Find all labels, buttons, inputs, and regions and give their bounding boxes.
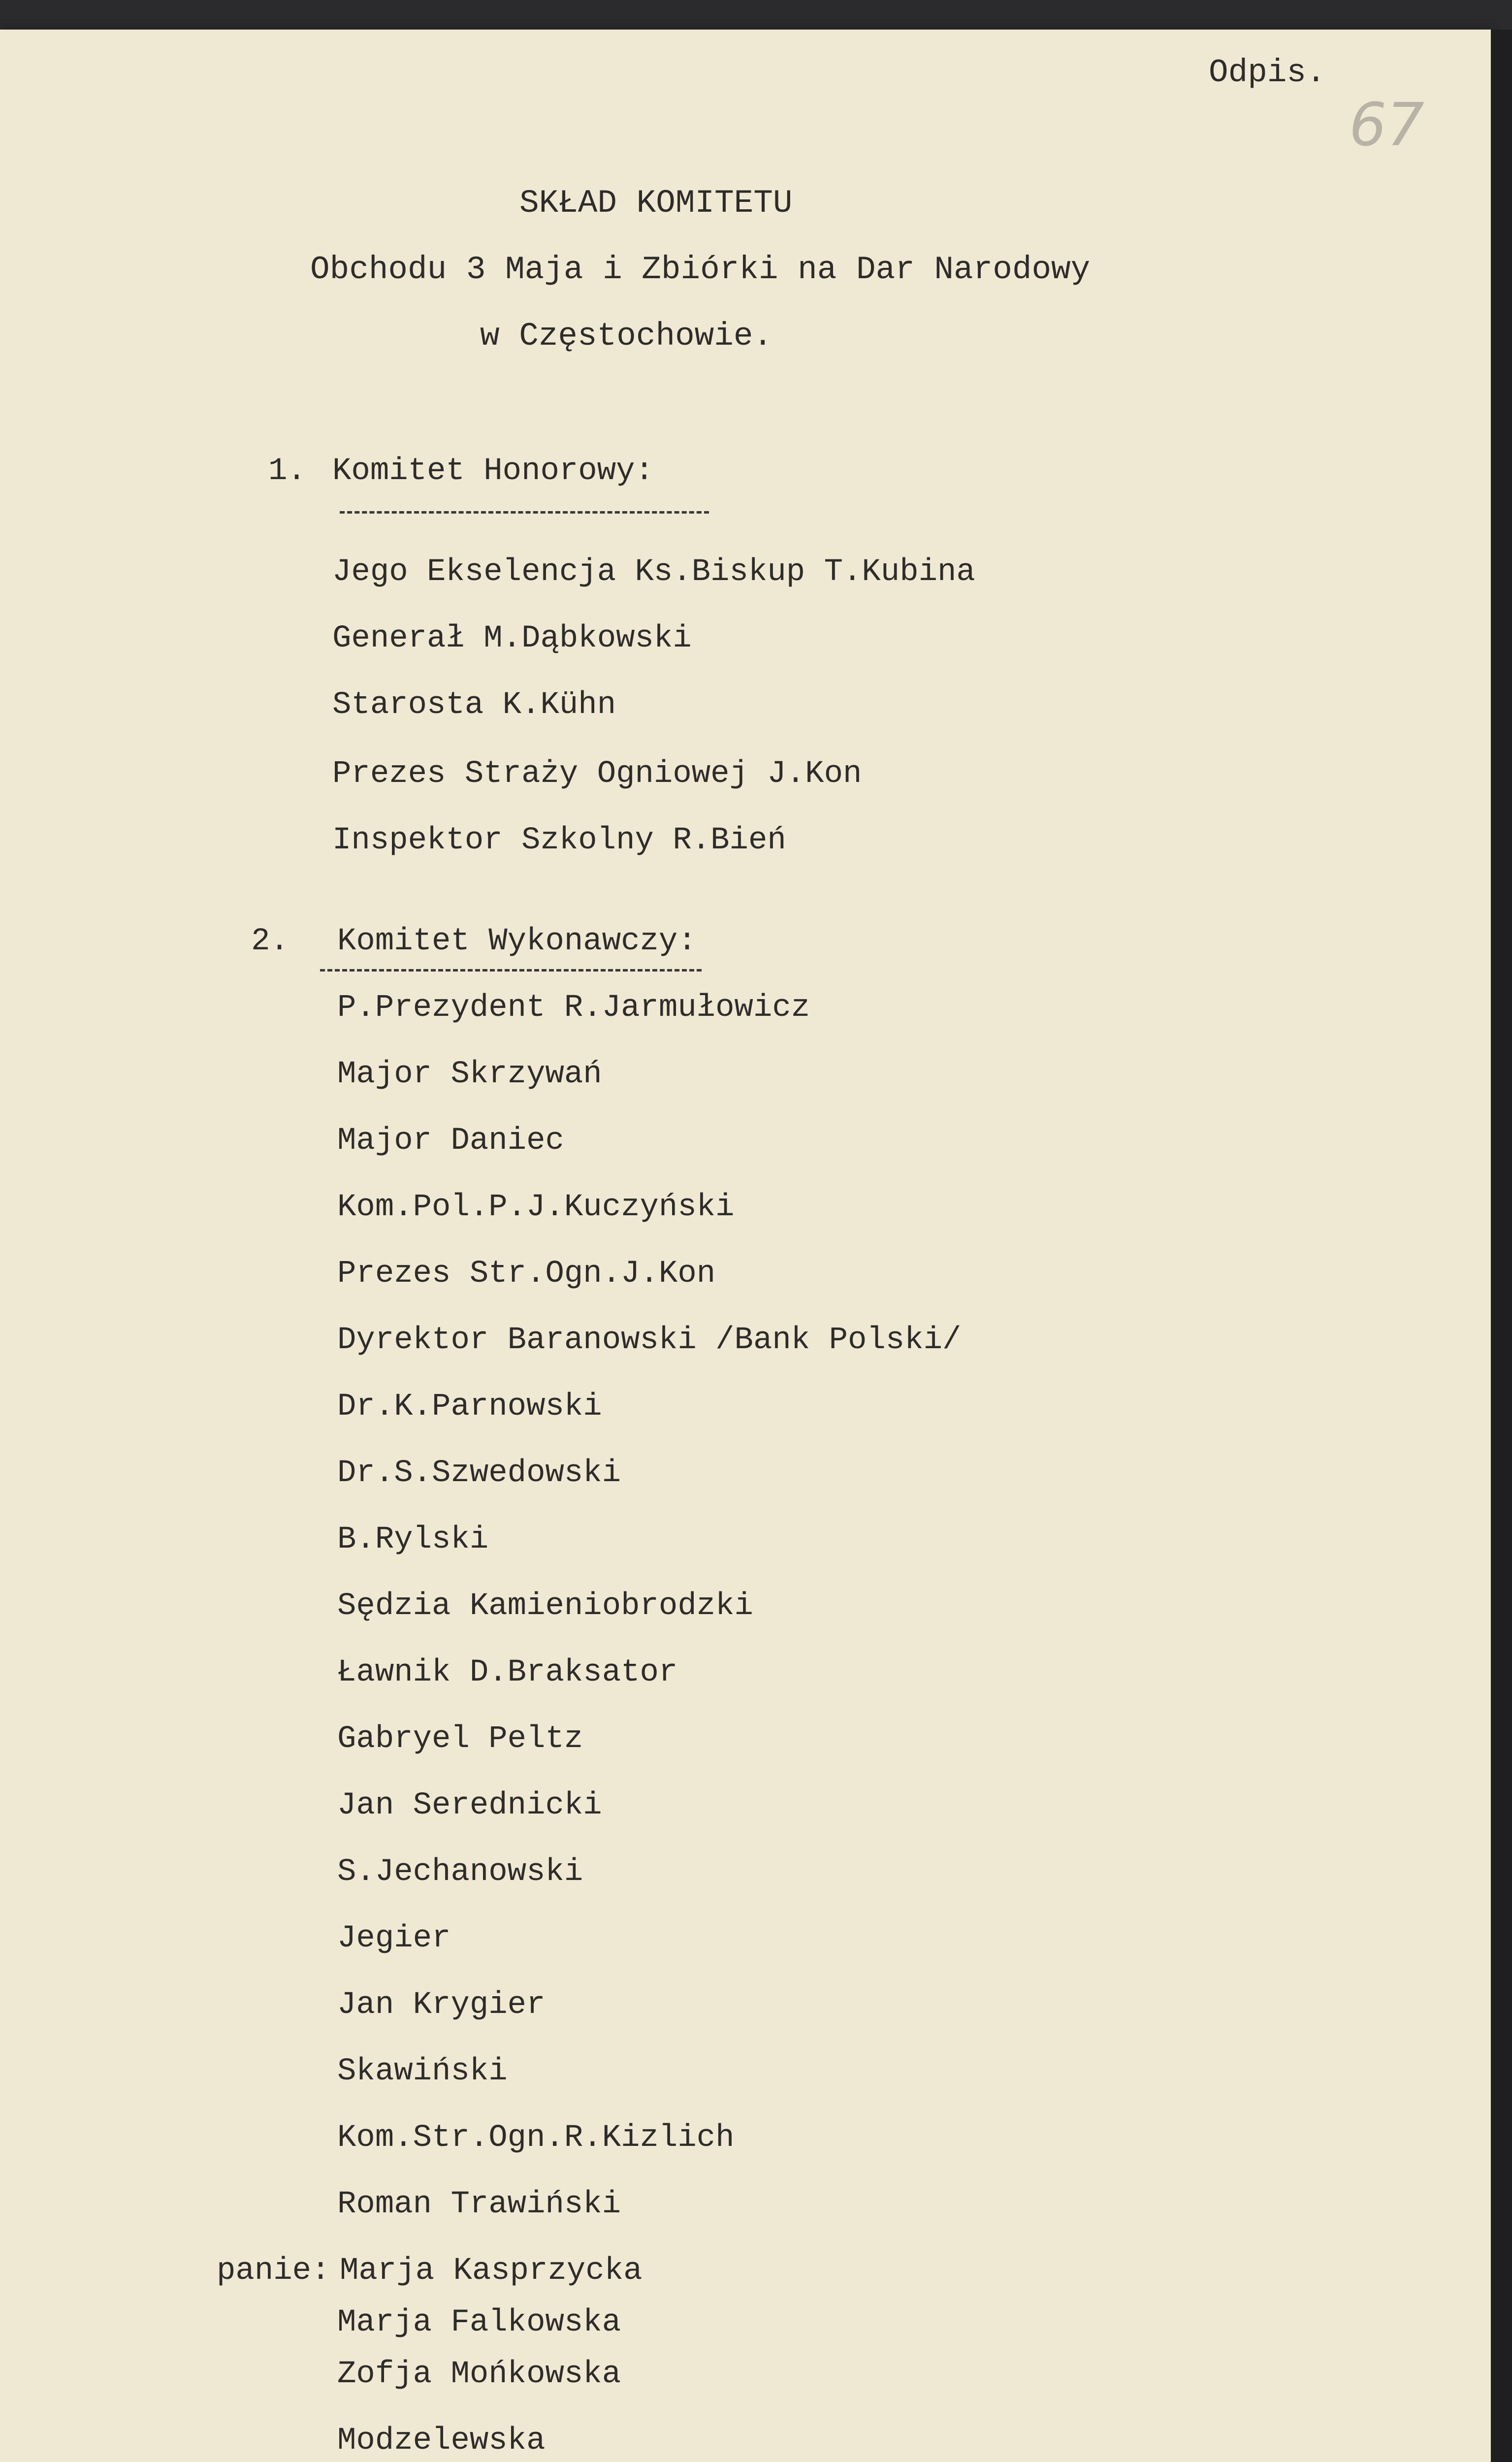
member: Inspektor Szkolny R.Bień (332, 823, 786, 858)
folio-number: 67 (1349, 91, 1424, 160)
member: Zofja Mońkowska (337, 2357, 621, 2392)
section-title: Komitet Wykonawczy: (337, 924, 697, 959)
document-subtitle: Obchodu 3 Maja i Zbiórki na Dar Narodowy (310, 251, 1091, 288)
member: Dr.K.Parnowski (337, 1389, 602, 1425)
member: Roman Trawiński (337, 2187, 621, 2222)
member: B.Rylski (337, 1522, 489, 1557)
document-title: SKŁAD KOMITETU (519, 185, 793, 222)
ladies-label: panie: (217, 2253, 330, 2289)
section-underline (320, 969, 702, 972)
member: Ławnik D.Braksator (337, 1655, 678, 1690)
member: Jan Serednicki (337, 1788, 602, 1823)
member: Gabryel Peltz (337, 1721, 583, 1757)
member: Dr.S.Szwedowski (337, 1456, 621, 1491)
copy-mark: Odpis. (1209, 54, 1326, 91)
document-page (0, 30, 1491, 2462)
member: Jegier (337, 1921, 451, 1956)
section-number: 1. (268, 454, 306, 489)
member: Marja Falkowska (337, 2305, 621, 2340)
member: Sędzia Kamieniobrodzki (337, 1588, 753, 1624)
member: Modzelewska (337, 2423, 546, 2459)
member: P.Prezydent R.Jarmułowicz (337, 990, 810, 1026)
section-title: Komitet Honorowy: (332, 454, 654, 489)
member: Marja Kasprzycka (340, 2253, 643, 2289)
section-underline (340, 511, 709, 514)
member: Kom.Pol.P.J.Kuczyński (337, 1190, 735, 1225)
member: Prezes Str.Ogn.J.Kon (337, 1256, 716, 1292)
member: Jan Krygier (337, 1987, 546, 2023)
member: Dyrektor Baranowski /Bank Polski/ (337, 1323, 962, 1358)
member: Major Skrzywań (337, 1057, 602, 1092)
document-place: w Częstochowie. (480, 318, 773, 355)
scan-edge (1491, 30, 1512, 2462)
member: S.Jechanowski (337, 1854, 583, 1890)
section-number: 2. (251, 924, 289, 959)
member: Starosta K.Kühn (332, 687, 616, 723)
member: Major Daniec (337, 1123, 564, 1159)
member: Skawiński (337, 2054, 508, 2089)
member: Prezes Straży Ogniowej J.Kon (332, 756, 862, 792)
member: Kom.Str.Ogn.R.Kizlich (337, 2120, 735, 2156)
member: Generał M.Dąbkowski (332, 621, 692, 656)
member: Jego Ekselencja Ks.Biskup T.Kubina (332, 554, 975, 590)
